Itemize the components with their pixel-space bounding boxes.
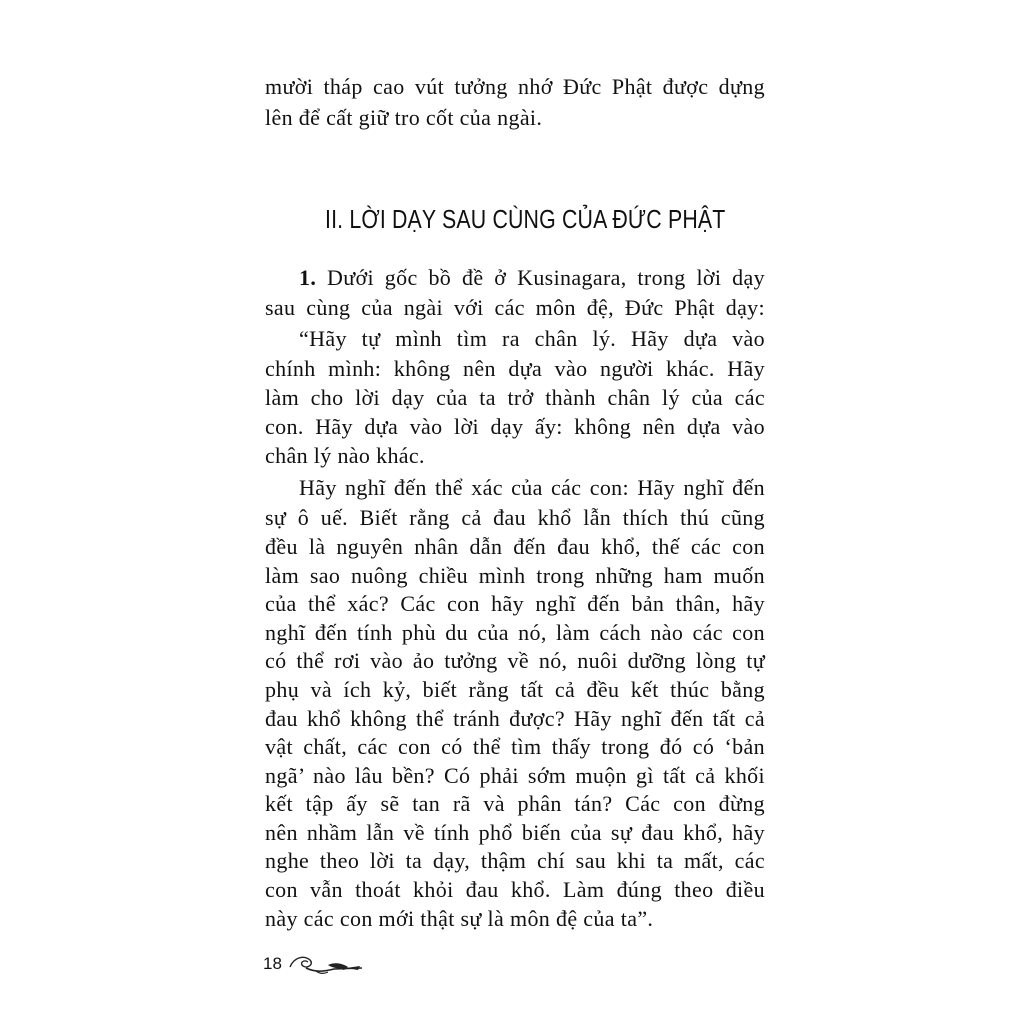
paragraph3-line-10: vật chất, các con có thể tìm thấy trong đó có ‘bản <box>265 734 765 759</box>
paragraph1-line-1 <box>299 264 765 292</box>
paragraph3-line-7: có thể rơi vào ảo tưởng về nó, nuôi dưỡng lòng tự <box>265 648 765 673</box>
intro-line-1: mười tháp cao vút tưởng nhớ Đức Phật được dựng <box>265 74 765 99</box>
paragraph2-line-4: con. Hãy dựa vào lời dạy ấy: không nên dựa vào <box>265 414 765 439</box>
paragraph3-line-15: con vẫn thoát khỏi đau khổ. Làm đúng theo điều <box>265 877 765 902</box>
paragraph1-first-line-text: Dưới gốc bồ đề ở Kusinagara, trong lời dạy <box>316 265 765 290</box>
paragraph3-line-13: nên nhầm lẫn về tính phổ biến của sự đau khổ, hãy <box>265 820 765 845</box>
paragraph3-line-14: nghe theo lời ta dạy, thậm chí sau khi ta mất, các <box>265 848 765 873</box>
paragraph2-line-2: chính mình: không nên dựa vào người khác. Hãy <box>265 356 765 381</box>
paragraph3-line-3: đều là nguyên nhân dẫn đến đau khổ, thế các con <box>265 534 765 559</box>
paragraph3-line-11: ngã’ nào lâu bền? Có phải sớm muộn gì tất cả khối <box>265 763 765 788</box>
paragraph2-line-3: làm cho lời dạy của ta trở thành chân lý của các <box>265 385 765 410</box>
paragraph3-line-16: này các con mới thật sự là môn đệ của ta”. <box>265 906 654 931</box>
intro-line-2: lên để cất giữ tro cốt của ngài. <box>265 105 543 130</box>
paragraph3-line-9: đau khổ không thể tránh được? Hãy nghĩ đến tất cả <box>265 706 765 731</box>
paragraph3-line-4: làm sao nuông chiều mình trong những ham muốn <box>265 563 765 588</box>
paragraph3-line-8: phụ và ích kỷ, biết rằng tất cả đều kết thúc bằng <box>265 677 765 702</box>
paragraph2-line-1: “Hãy tự mình tìm ra chân lý. Hãy dựa vào <box>299 326 765 351</box>
section-heading: II. LỜI DẠY SAU CÙNG CỦA ĐỨC PHẬT <box>325 204 726 234</box>
paragraph3-line-12: kết tập ấy sẽ tan rã và phân tán? Các con đừng <box>265 791 765 816</box>
paragraph1-line-2: sau cùng của ngài với các môn đệ, Đức Phật dạy: <box>265 295 765 320</box>
paragraph2-line-5: chân lý nào khác. <box>265 443 425 468</box>
paragraph3-line-6: nghĩ đến tính phù du của nó, làm cách nào các con <box>265 620 765 645</box>
paragraph3-line-2: sự ô uế. Biết rằng cả đau khổ lẫn thích thú cũng <box>265 505 765 530</box>
page-number: 18 <box>263 954 282 973</box>
page-footer <box>263 950 366 978</box>
flourish-ornament-icon <box>286 951 366 977</box>
paragraph-number: 1. <box>299 265 317 290</box>
paragraph3-line-5: của thể xác? Các con hãy nghĩ đến bản thân, hãy <box>265 591 765 616</box>
paragraph3-line-1: Hãy nghĩ đến thể xác của các con: Hãy nghĩ đến <box>299 475 765 500</box>
